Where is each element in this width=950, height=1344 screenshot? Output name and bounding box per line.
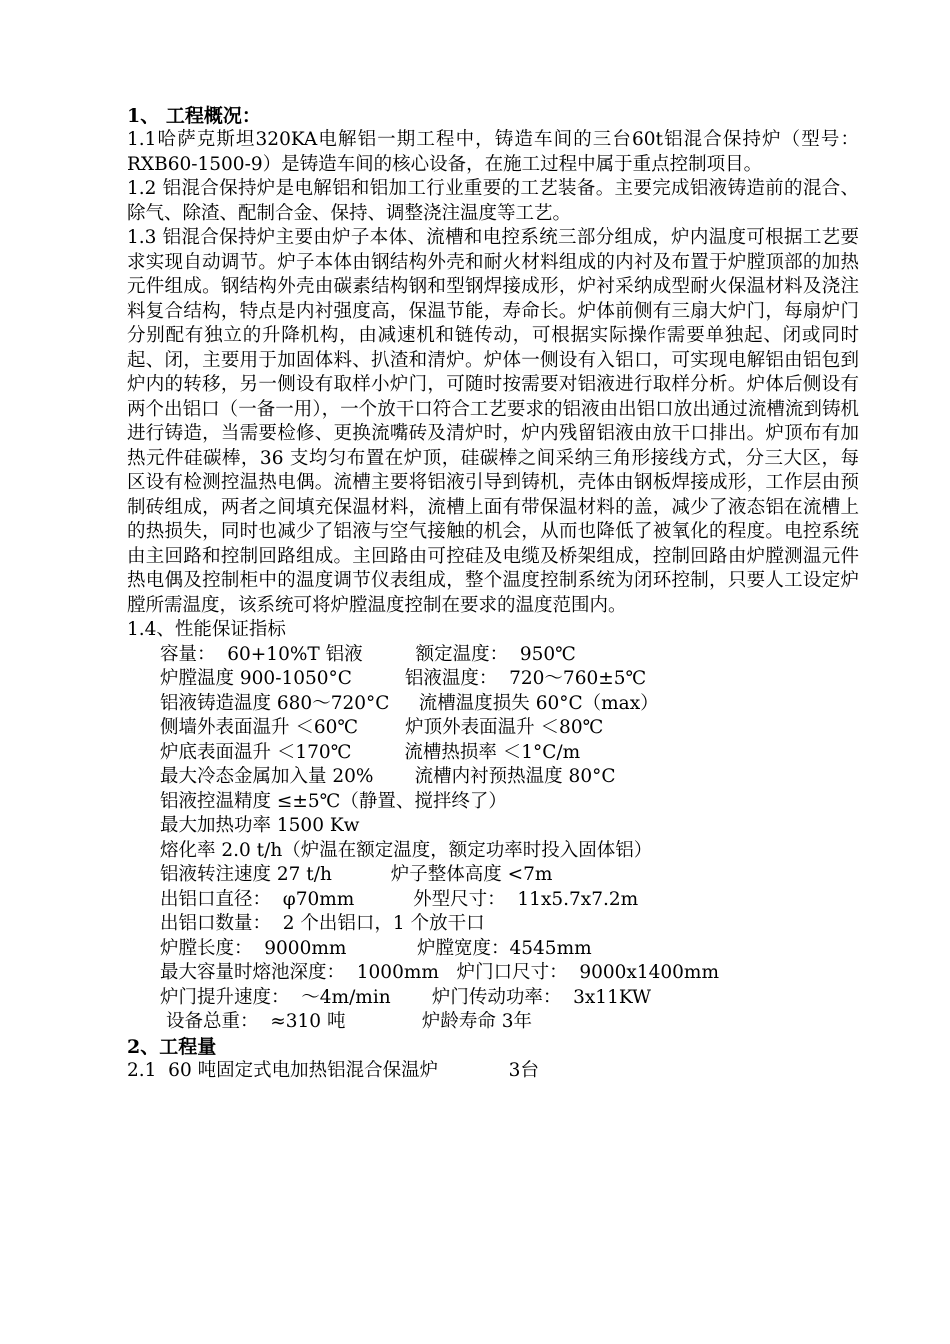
paragraph-1-2: 1.2 铝混合保持炉是电解铝和铝加工行业重要的工艺装备。主要完成铝液铸造前的混合、除气、除渣、配制合金、保持、调整浇注温度等工艺。 (127, 178, 859, 224)
spec-line: 最大冷态金属加入量 20% 流槽内衬预热温度 80°C (160, 766, 616, 787)
spec-line: 铝液控温精度 ≤±5℃（静置、搅拌终了） (160, 790, 507, 812)
section-1-heading: 1、 工程概况： (127, 105, 261, 127)
spec-line-total-weight: 设备总重： ≈310 吨 炉龄寿命 3年 (166, 1011, 533, 1032)
spec-line: 最大加热功率 1500 Kw (160, 815, 360, 836)
spec-line: 出铝口数量： 2 个出铝口，1 个放干口 (160, 913, 485, 934)
spec-line: 出铝口直径： φ70mm 外型尺寸： 11x5.7x7.2m (160, 888, 639, 910)
quantity-item-2-1: 2.1 60 吨固定式电加热铝混合保温炉 3台 (127, 1059, 539, 1081)
document-page (127, 104, 859, 1083)
spec-line: 炉底表面温升 ＜170℃ 流槽热损率 ＜1°C/m (160, 741, 581, 763)
spec-line: 侧墙外表面温升 ＜60℃ 炉顶外表面温升 ＜80℃ (160, 717, 604, 738)
spec-line: 铝液铸造温度 680～720°C 流槽温度损失 60°C（max） (160, 692, 659, 714)
spec-line: 铝液转注速度 27 t/h 炉子整体高度 <7m (160, 864, 553, 885)
section-2-heading: 2、工程量 (127, 1035, 217, 1058)
subsection-1-4-heading: 1.4、性能保证指标 (127, 619, 286, 640)
spec-line: 炉膛温度 900-1050°C 铝液温度： 720～760±5℃ (160, 668, 647, 689)
spec-line: 最大容量时熔池深度： 1000mm 炉门口尺寸： 9000x1400mm (160, 962, 720, 983)
paragraph-1-1: 1.1哈萨克斯坦320KA电解铝一期工程中，铸造车间的三台60t铝混合保持炉（型号：RXB60-1500-9）是铸造车间的核心设备，在施工过程中属于重点控制项目。 (127, 129, 859, 175)
spec-line: 熔化率 2.0 t/h（炉温在额定温度，额定功率时投入固体铝） (160, 839, 653, 861)
spec-line: 容量： 60+10%T 铝液 额定温度： 950℃ (160, 643, 576, 665)
paragraph-1-3: 1.3 铝混合保持炉主要由炉子本体、流槽和电控系统三部分组成，炉内温度可根据工艺要求实现自动调节。炉子本体由钢结构外壳和耐火材料组成的内衬及布置于炉膛顶部的加热元件组成。钢结构外壳由碳素结构钢和型钢焊接成形，炉衬采纳成型耐火保温材料及浇注料复合结构，特点是内衬强度高，保温节能，寿命长。炉体前侧有三扇大炉门，每扇炉门分别配有独立的升降机构，由减速机和链传动，可根据实际操作需要单独起、闭或同时起、闭，主要用于加固体料、扒渣和清炉。炉体一侧设有入铝口，可实现电解铝由铝包到炉内的转移，另一侧设有取样小炉门，可随时按需要对铝液进行取样分析。炉体后侧设有两个出铝口（一备一用），一个放干口符合工艺要求的铝液由出铝口放出通过流槽流到铸机进行铸造，当需要检修、更换流嘴砖及清炉时，炉内残留铝液由放干口排出。炉顶布有加热元件硅碳棒，36 支均匀布置在炉顶，硅碳棒之间采纳三角形接线方式，分三大区，每区设有检测控温热电偶。流槽主要将铝液引导到铸机，壳体由钢板焊接成形，工作层由预制砖组成，两者之间填充保温材料，流槽上面有带保温材料的盖，减少了液态铝在流槽上的热损失，同时也减少了铝液与空气接触的机会，从而也降低了被氧化的程度。电控系统由主回路和控制回路组成。主回路由可控硅及电缆及桥架组成，控制回路由炉膛测温元件热电偶及控制柜中的温度调节仪表组成，整个温度控制系统为闭环控制，只要人工设定炉膛所需温度，该系统可将炉膛温度控制在要求的温度范围内。 (127, 227, 859, 616)
performance-spec-list (127, 643, 859, 1035)
spec-line: 炉门提升速度： ～4m/min 炉门传动功率： 3x11KW (160, 986, 652, 1008)
spec-line: 炉膛长度： 9000mm 炉膛宽度：4545mm (160, 937, 592, 959)
